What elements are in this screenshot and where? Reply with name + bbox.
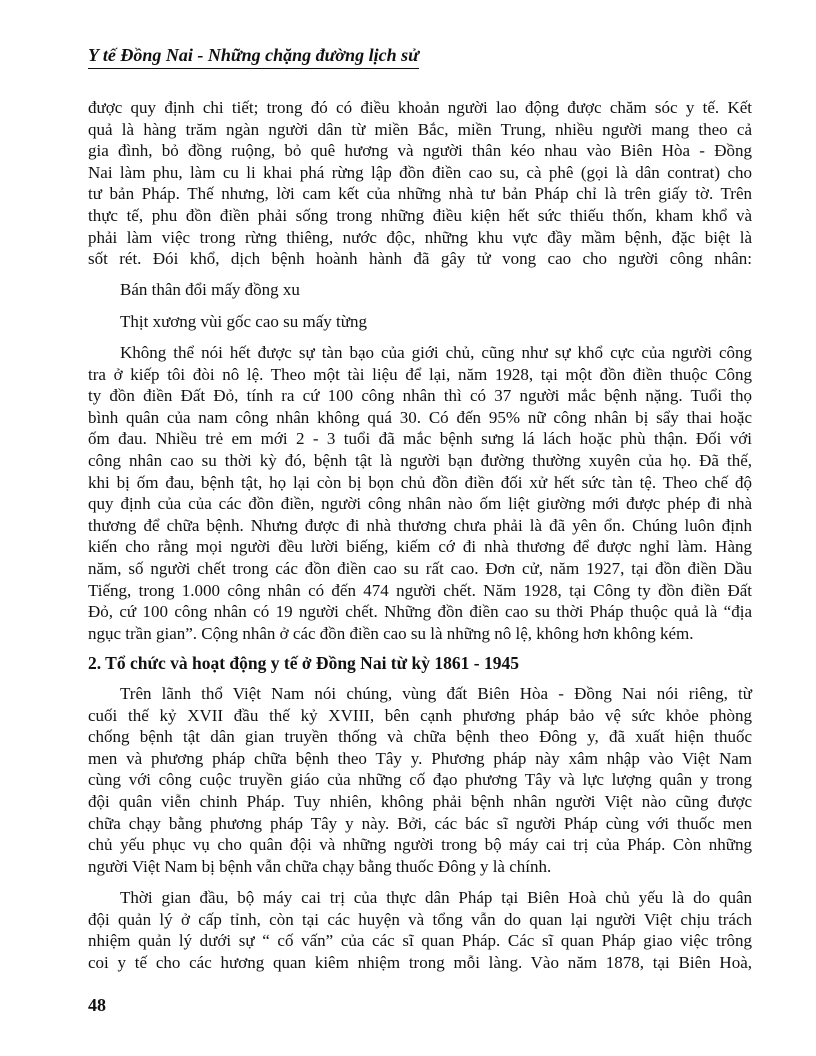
text-line: kiến cho rằng mọi người đều lười biếng, kiếm cớ đi nhà thương để được nghỉ làm. Hàng xyxy=(88,537,752,557)
paragraph-2 xyxy=(88,342,752,644)
text-line: ốm đau. Nhiều trẻ em mới 2 - 3 tuổi đã mắc bệnh sưng lá lách hoặc phù thận. Đối với xyxy=(88,429,752,449)
text-line: người Việt Nam bị bệnh vẫn chữa chạy bằng thuốc Đông y là chính. xyxy=(88,856,552,876)
paragraph-1 xyxy=(88,97,752,270)
text-line: cuối thế kỷ XVII đầu thế kỷ XVIII, bên cạnh phương pháp bảo vệ sức khỏe phòng xyxy=(88,705,752,725)
text-line: Trên lãnh thổ Việt Nam nói chúng, vùng đất Biên Hòa - Đồng Nai nói riêng, từ xyxy=(120,684,752,703)
text-line: khi bị ốm đau, bệnh tật, họ lại còn bị bọn chủ đồn điền đối xử hết sức tàn tệ. Theo chế độ xyxy=(88,472,752,492)
text-line: Tiếng, trong 1.000 công nhân có đến 474 người chết. Năm 1928, tại Công ty đồn điền Đất xyxy=(88,580,752,600)
text-line: tư bản Pháp. Thế nhưng, lời cam kết của những nhà tư bản Pháp chỉ là trên giấy tờ. Trên xyxy=(88,184,752,204)
text-line: quy định của của các đồn điền, người công nhân nào ốm liệt giường mới được phép đi nhà xyxy=(88,494,752,514)
page-number: 48 xyxy=(88,995,106,1015)
section-heading: 2. Tổ chức và hoạt động y tế ở Đồng Nai từ kỳ 1861 - 1945 xyxy=(88,653,519,673)
text-line: năm, số người chết trong các đồn điền cao su rất cao. Đơn cử, năm 1927, tại đồn điền Dầu xyxy=(88,558,752,578)
text-line: Nai làm phu, làm cu li khai phá rừng lập đồn điền cao su, cà phê (gọi là dân contrat) cho xyxy=(88,162,752,182)
text-line: sốt rét. Đói khổ, dịch bệnh hoành hành đã gây tử vong cao cho người công nhân: xyxy=(88,249,752,269)
text-line: bình quân của nam công nhân không quá 30. Có đến 95% nữ công nhân bị sẩy thai hoặc xyxy=(88,407,752,427)
text-line: tra ở kiếp tôi đòi nô lệ. Theo một tài liệu để lại, năm 1928, tại một đồn điền thuộc Công xyxy=(88,364,752,384)
text-line: thương để chữa bệnh. Nhưng được đi nhà thương chưa phải là đã yên ổn. Chúng luôn định xyxy=(88,515,752,535)
verse-line: Bán thân đổi mấy đồng xu xyxy=(120,280,300,299)
text-line: đội quân viễn chinh Pháp. Tuy nhiên, không phải bệnh nhân người Việt nào cũng được xyxy=(88,791,752,811)
running-head: Y tế Đồng Nai - Những chặng đường lịch sử xyxy=(88,45,419,69)
text-line: phải làm việc trong rừng thiêng, nước độc, những khu vực đầy mầm bệnh, đặc biệt là xyxy=(88,227,752,247)
verse-line: Thịt xương vùi gốc cao su mấy từng xyxy=(120,311,367,331)
text-line: công nhân cao su thời kỳ đó, bệnh tật là người bạn đường thường xuyên của họ. Đã thế, xyxy=(88,450,752,470)
text-line: chủ yếu phục vụ cho quân đội và những người trong bộ máy cai trị của Pháp. Còn những xyxy=(88,835,752,855)
text-line: đội quản lý ở cấp tỉnh, còn tại các huyện và tổng vẫn do quan lại người Việt chịu trách xyxy=(88,909,752,929)
text-line: chữa chạy bằng phương pháp Tây y này. Bởi, các bác sĩ người Pháp cùng với thuốc men xyxy=(88,813,752,833)
text-line: cùng với công cuộc truyền giáo của những cố đạo phương Tây và lực lượng quân y trong xyxy=(88,770,752,790)
paragraph-3 xyxy=(88,683,752,877)
text-line: Không thể nói hết được sự tàn bạo của giới chủ, cũng như sự khổ cực của người công xyxy=(120,343,752,362)
text-line: Thời gian đầu, bộ máy cai trị của thực dân Pháp tại Biên Hoà chủ yếu là do quân xyxy=(120,888,752,907)
text-line: chống bệnh tật dân gian truyền thống và chữa bệnh theo Đông y, đã xuất hiện thuốc xyxy=(88,727,752,747)
text-line: thực tế, phu đồn điền phải sống trong những điều kiện hết sức thiếu thốn, kham khổ và xyxy=(88,205,752,225)
text-line: gia đình, bỏ đồng ruộng, bỏ quê hương và người thân kéo nhau vào Biên Hòa - Đồng xyxy=(88,141,752,161)
text-line: được quy định chi tiết; trong đó có điều khoản người lao động được chăm sóc y tế. Kết xyxy=(88,98,752,117)
text-line: nhiệm quản lý dưới sự “ cố vấn” của các sĩ quan Pháp. Các sĩ quan Pháp giao việc trông xyxy=(88,931,752,951)
paragraph-4 xyxy=(88,887,752,973)
text-line: Đỏ, cứ 100 công nhân có 19 người chết. Những đồn điền cao su thời Pháp thuộc quả là “địa xyxy=(88,602,752,622)
text-line: men và phương pháp chữa bệnh theo Tây y. Phương pháp này xâm nhập vào Việt Nam xyxy=(88,748,752,768)
text-line: quả là hàng trăm ngàn người dân từ miền Bắc, miền Trung, nhiều người mang theo cả xyxy=(88,119,752,139)
text-line: ngục trần gian”. Cộng nhân ở các đồn điền cao su là những nô lệ, không hơn không kém. xyxy=(88,623,694,643)
verse xyxy=(88,279,752,332)
text-line: ty đồn điền Đất Đỏ, tính ra cứ 100 công nhân thì có 37 người mắc bệnh nặng. Tuổi thọ xyxy=(88,386,752,406)
text-line: coi y tế cho các hương quan kiêm nhiệm trong mỗi làng. Vào năm 1878, tại Biên Hoà, xyxy=(88,952,752,972)
